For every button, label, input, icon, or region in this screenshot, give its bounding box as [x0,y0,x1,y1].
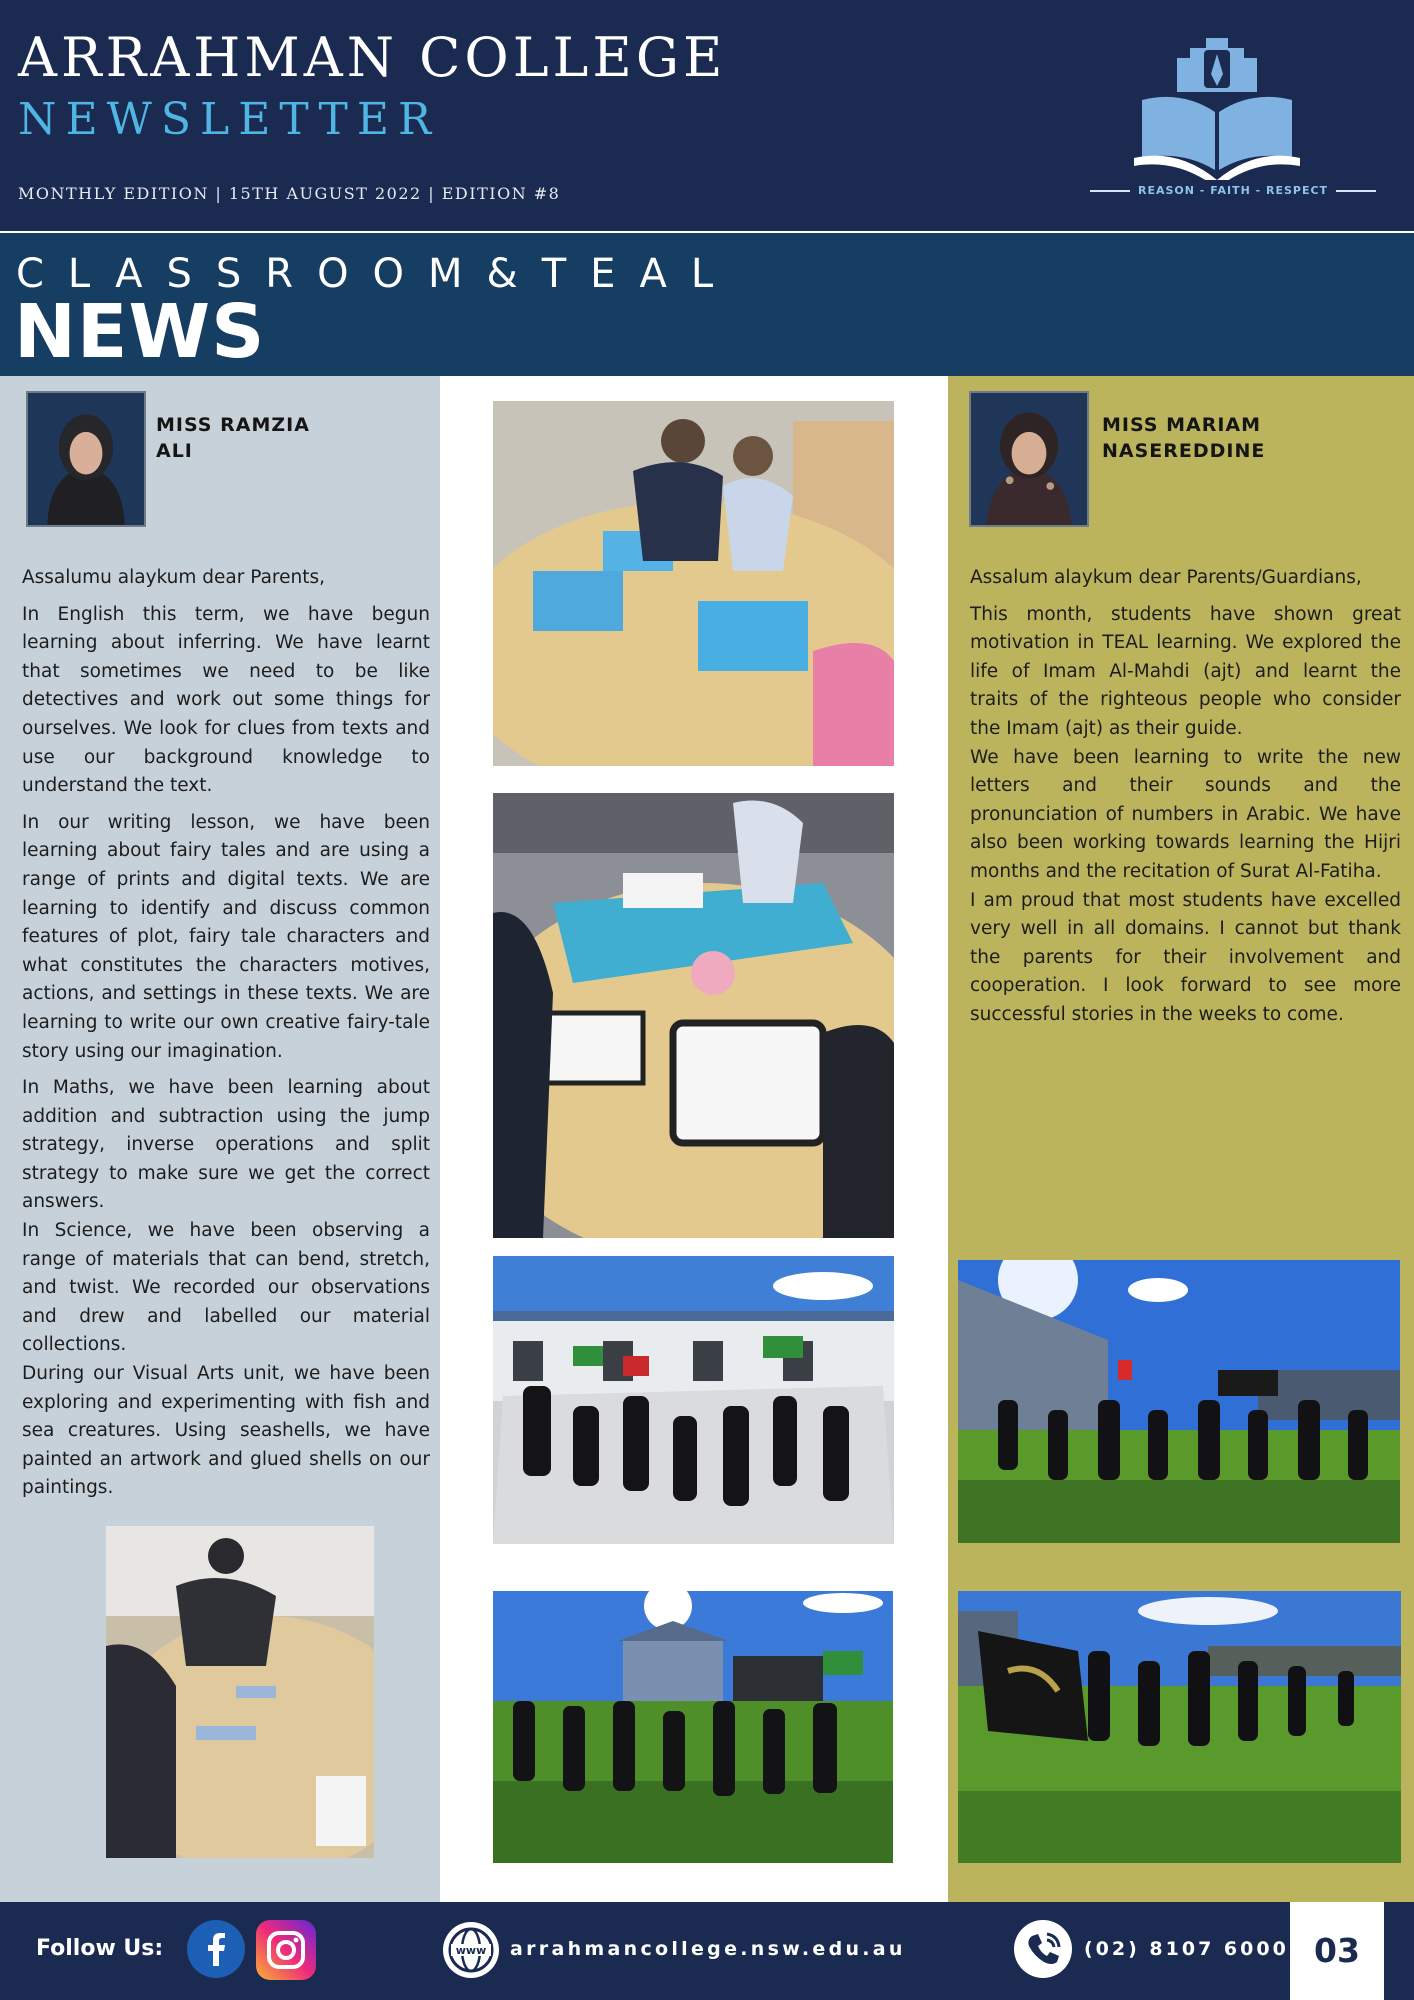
classroom-photo-letters [106,1526,374,1858]
publication-title: NEWSLETTER [18,94,441,145]
section-kicker: CLASSROOM&TEAL [16,251,738,297]
website-link[interactable]: arrahmancollege.nsw.edu.au [510,1938,906,1960]
edition-line: MONTHLY EDITION | 15TH AUGUST 2022 | EDITION #8 [18,184,561,203]
page-number: 03 [1290,1902,1384,2000]
teacher-name-right: MISS MARIAM NASEREDDINE [1102,414,1266,462]
phone-number[interactable]: (02) 8107 6000 [1084,1938,1289,1960]
teacher-name-left: MISS RAMZIA ALI [156,414,310,462]
right-column-text [970,564,1401,1030]
college-motto: REASON - FAITH - RESPECT [1082,184,1352,197]
teacher-portrait-ramzia [26,391,146,527]
paragraph: Assalumu alaykum dear Parents, [22,567,325,588]
globe-icon [441,1920,501,1980]
paragraph: This month, students have shown great motivation in TEAL learning. We explored the life of Imam Al-Mahdi (ajt) and learnt the traits of the righteous people who consider the Imam (ajt) as their guide. [970,603,1401,739]
follow-us-label: Follow Us: [36,1936,164,1961]
paragraph: Assalum alaykum dear Parents/Guardians, [970,567,1362,588]
footer-bar [0,1902,1414,2000]
paragraph: In English this term, we have begun learning about inferring. We have learnt that sometimes we need to be like detectives and work out some things for ourselves. We look for clues from texts and use our background knowledge to understand the text. [22,603,430,797]
svg-text:www: www [455,1944,487,1957]
field-flags-photo-right-top [958,1260,1400,1543]
section-title: NEWS [14,289,266,375]
paragraph: During our Visual Arts unit, we have been exploring and experimenting with fish and sea creatures. Using seashells, we have painted an artwork and glued shells on our paintings. [22,1363,430,1499]
college-name: ARRAHMAN COLLEGE [18,26,727,89]
newsletter-header [0,0,1414,231]
left-column [0,376,440,1902]
courtyard-flags-photo [493,1256,894,1544]
teacher-portrait-mariam [969,391,1089,527]
paragraph: In Maths, we have been learning about addition and subtraction using the jump strategy, inverse operations and split strategy to make sure we get the correct answers. [22,1077,430,1213]
classroom-painting-photo [493,401,894,766]
paragraph: In our writing lesson, we have been learning about fairy tales and are using a range of prints and digital texts. We are learning to identify and discuss common features of plot, fairy tale characters and what constitutes the characters motives, actions, and settings in these texts. We are learning to write our own creative fairy-tale story using our imagination. [22,811,430,1062]
college-logo [1082,30,1352,205]
paragraph: In Science, we have been observing a range of materials that can bend, stretch, and twist. We recorded our observations and drew and labelled our material collections. [22,1220,430,1356]
facebook-icon[interactable] [187,1920,245,1978]
phone-icon [1014,1920,1072,1978]
section-banner [0,233,1414,376]
paragraph: I am proud that most students have excelled very well in all domains. I cannot but thank the parents for their involvement and cooperation. I look forward to see more successful stories in the weeks to come. [970,889,1401,1025]
classroom-whiteboard-photo [493,793,894,1238]
left-column-text [22,564,430,1503]
instagram-icon[interactable] [256,1920,316,1980]
middle-column [440,376,948,1902]
field-flags-photo-left [493,1591,893,1863]
right-column [948,376,1414,1902]
field-banner-photo-right-bottom [958,1591,1401,1863]
paragraph: We have been learning to write the new letters and their sounds and the pronunciation of numbers in Arabic. We have also been working towards learning the Hijri months and the recitation of Surat Al-Fatiha. [970,746,1401,882]
